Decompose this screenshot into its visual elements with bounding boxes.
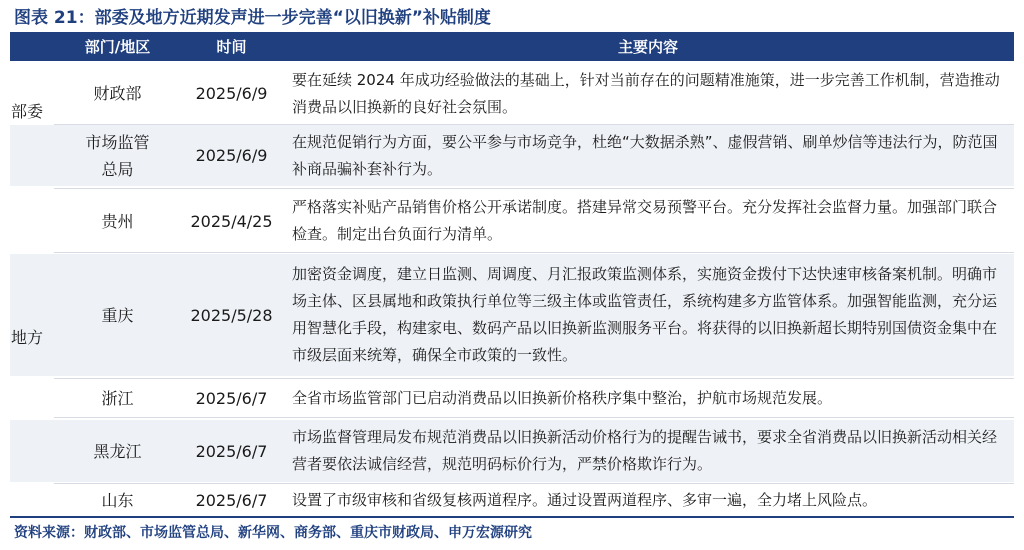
row-content [292,420,1000,482]
row-divider [54,483,1014,484]
row-content-text: 要在延续 2024 年成功经验做法的基础上，针对当前存在的问题精准施策，进一步完善工作机制，营造推动消费品以旧换新的良好社会氛围。 [292,70,1000,116]
header-time: 时间 [216,38,247,56]
table-header [10,34,1014,61]
row-time: 2025/5/28 [190,305,273,325]
row-content-text: 全省市场监管部门已启动消费品以旧换新价格秩序集中整治，护航市场规范发展。 [292,388,833,407]
figure-title: 图表 21：部委及地方近期发声进一步完善“以旧换新”补贴制度 [14,8,491,28]
table-row [10,63,1014,124]
row-time: 2025/4/25 [190,211,273,231]
bottom-rule [10,516,1014,518]
header-content: 主要内容 [617,38,678,56]
table-row [10,485,1014,515]
row-dept: 贵州 [101,211,134,231]
row-divider [54,252,1014,253]
row-time: 2025/6/7 [195,388,268,408]
row-dept: 黑龙江 [93,441,142,461]
table-row [10,254,1014,376]
row-content-text: 在规范促销行为方面，要公平参与市场竞争，杜绝“大数据杀熟”、虚假营销、刷单炒信等违法行为，防范国补商品骗补套补行为。 [292,132,998,178]
group-label-local: 地方 [10,328,43,347]
row-content-text: 市场监督管理局发布规范消费品以旧换新活动价格行为的提醒告诫书，要求全省消费品以旧换新活动相关经营者要依法诚信经营，规范明码标价行为，严禁价格欺诈行为。 [292,428,998,473]
row-content-text: 设置了市级审核和省级复核两道程序。通过设置两道程序、多审一遍，全力堵上风险点。 [292,490,878,509]
row-content-text: 加密资金调度，建立日监测、周调度、月汇报政策监测体系，实施资金拨付下达快速审核备案机制。明确市场主体、区县属地和政策执行单位等三级主体或监管责任，系统构建多方监管体系。加强智能监测，充分运用智慧化手段，构建家电、数码产品以旧换新监测服务平台。将获得的以旧换新超长期特别国债资金集中在市级层面来统筹，确保全市政策的一致性。 [292,265,998,364]
row-content [292,254,1000,376]
row-divider [54,124,1014,125]
row-time: 2025/6/7 [195,490,268,510]
table-row [10,125,1014,186]
row-dept: 重庆 [101,305,134,325]
row-dept: 市场监管总局 [85,132,150,179]
row-divider [54,378,1014,379]
row-content-text: 严格落实补贴产品销售价格公开承诺制度。搭建异常交易预警平台。充分发挥社会监督力量。加强部门联合检查。制定出台负面行为清单。 [292,198,998,243]
row-content [292,63,1000,124]
row-divider [54,188,1014,189]
header-dept: 部门/地区 [84,38,151,56]
row-dept: 浙江 [101,388,134,408]
row-content [292,125,1000,186]
source-note: 资料来源：财政部、市场监管总局、新华网、商务部、重庆市财政局、申万宏源研究 [14,525,532,541]
table-row [10,381,1014,415]
table-row [10,420,1014,482]
row-content [292,485,1000,515]
row-content [292,381,1000,415]
row-dept: 山东 [101,490,134,510]
group-label-ministries: 部委 [10,102,43,121]
row-time: 2025/6/9 [195,84,268,103]
row-content [292,191,1000,251]
row-divider [54,417,1014,418]
row-time: 2025/6/9 [195,146,268,165]
row-time: 2025/6/7 [195,441,268,461]
row-dept: 财政部 [93,84,142,103]
table-row [10,191,1014,251]
